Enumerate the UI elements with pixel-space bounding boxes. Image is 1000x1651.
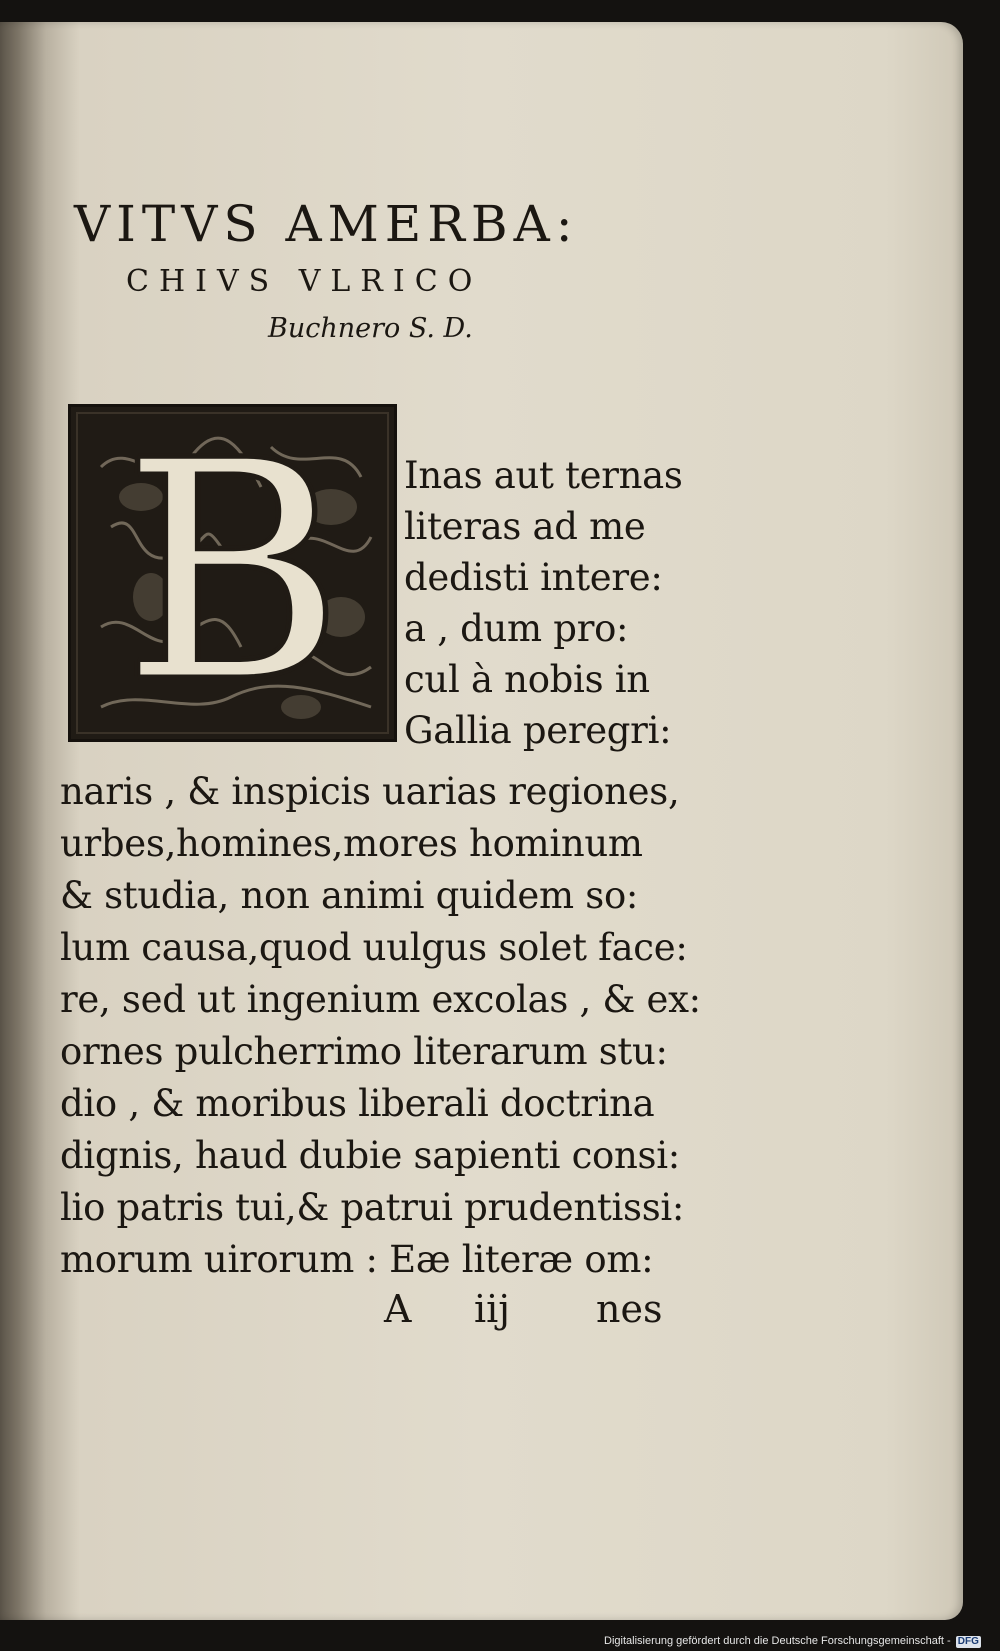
text-line: morum uirorum : Eæ literæ om:	[60, 1238, 654, 1281]
text-line: & studia, non animi quidem so:	[60, 874, 639, 917]
footer-text: Digitalisierung gefördert durch die Deutsche Forschungsgemeinschaft -	[604, 1635, 951, 1647]
heading-line-3: Buchnero S. D.	[268, 313, 473, 344]
text-line: naris , & inspicis uarias regiones,	[60, 770, 680, 813]
text-line: lum causa,quod uulgus solet face:	[60, 926, 688, 969]
heading-line-1: VITVS AMERBA:	[74, 195, 579, 253]
signature-mark: A	[384, 1287, 412, 1331]
text-line: urbes,homines,mores hominum	[60, 822, 643, 865]
decorated-initial	[68, 398, 397, 747]
heading-line-2: CHIVS VLRICO	[126, 264, 483, 299]
folio-number: iij	[474, 1287, 511, 1331]
text-line: lio patris tui,& patrui prudentissi:	[60, 1186, 685, 1229]
digitization-footer	[604, 1632, 998, 1650]
text-line: dignis, haud dubie sapienti consi:	[60, 1134, 680, 1177]
text-line: a , dum pro:	[404, 607, 629, 650]
dfg-logo-icon: DFG	[957, 1636, 979, 1647]
text-line: ornes pulcherrimo literarum stu:	[60, 1030, 668, 1073]
text-line: literas ad me	[404, 505, 646, 548]
text-line: cul à nobis in	[404, 658, 650, 701]
text-line: dio , & moribus liberali doctrina	[60, 1082, 655, 1125]
text-line: dedisti intere:	[404, 556, 663, 599]
text-line: re, sed ut ingenium excolas , & ex:	[60, 978, 701, 1021]
text-line: Gallia peregri:	[404, 709, 672, 752]
text-line: Inas aut ternas	[404, 454, 683, 497]
catchword: nes	[596, 1287, 663, 1331]
book-page	[0, 22, 963, 1620]
initial-letter: B	[122, 398, 343, 747]
